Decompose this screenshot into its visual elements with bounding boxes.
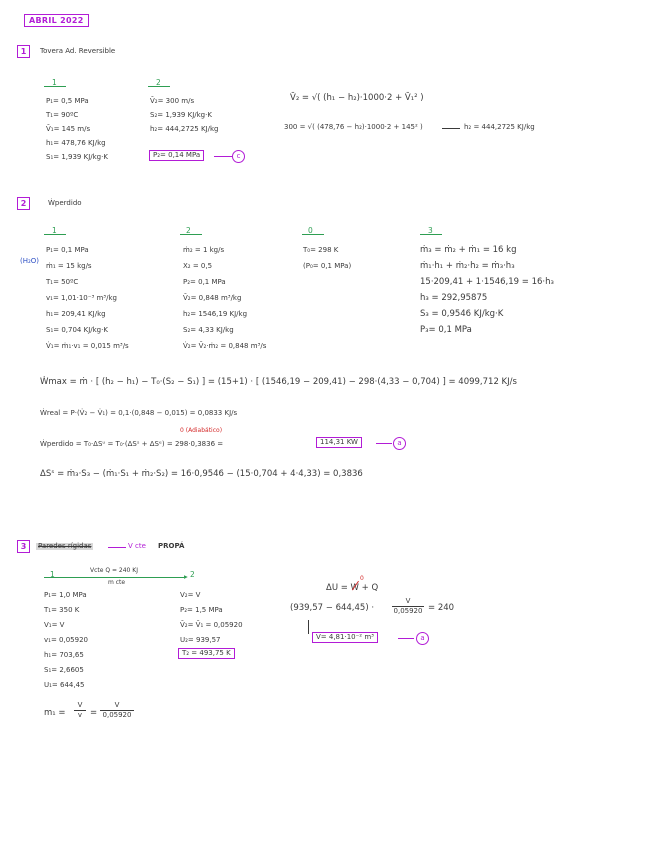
- p3-state2-line: V̄₂= V̄₁ = 0,05920: [180, 621, 243, 629]
- p2-state3-label: 3: [428, 226, 433, 235]
- p1-formula-velocity: V̄₂ = √( (h₁ − h₂)·1000·2 + V̄₁² ): [290, 93, 424, 103]
- p3-state1-label: 1: [50, 570, 55, 579]
- problem-1-title: Tovera Ad. Reversible: [40, 47, 116, 55]
- p3-mass-left: m₁ =: [44, 708, 66, 718]
- p3-energy-eq-right: = 240: [428, 603, 455, 613]
- p2-state3-line: ṁ₃ = ṁ₂ + ṁ₁ = 16 kg: [420, 245, 517, 255]
- p2-state3-block: [420, 242, 554, 338]
- p3-energy-equation-note: 0: [360, 575, 364, 582]
- p1-state1-line: P₁= 0,5 MPa: [46, 97, 89, 105]
- p2-state1-block: [46, 242, 129, 354]
- p2-state1-line: v₁= 1,01·10⁻³ m³/kg: [46, 294, 117, 302]
- p2-state0-block: [303, 242, 351, 274]
- p3-mass-fraction-1-den: v: [77, 711, 83, 719]
- p3-state1-line: V₁= V: [44, 621, 65, 629]
- p2-wreal-equation: Ẇreal = P·(V̇₂ − V̇₁) = 0,1·(0,848 − 0,015) = 0,0833 KJ/s: [40, 409, 238, 417]
- p2-state2-line: V̇₂= V̄₂·ṁ₂ = 0,848 m³/s: [183, 342, 267, 350]
- p3-energy-fraction-den: 0,05920: [393, 607, 423, 615]
- p3-energy-fraction-num: V: [405, 597, 411, 605]
- p3-mass-fraction-2-num: V: [114, 701, 120, 709]
- p2-state1-line: h₁= 209,41 KJ/kg: [46, 310, 106, 318]
- p2-wperdido-equation: Ẇperdido = T₀·ΔSᵘ = T₀·(ΔSˢ + ΔSᵉ) = 298·0,3836 =: [40, 440, 224, 448]
- p2-adiabatic-note: 0 (Adiabático): [180, 427, 223, 434]
- p2-state2-line: ṁ₂ = 1 kg/s: [183, 246, 225, 254]
- p3-process-arrow: [44, 577, 184, 578]
- p2-state3-line: S₃ = 0,9546 KJ/kg·K: [420, 309, 504, 319]
- p1-formula-substituted: 300 = √( (478,76 − h₂)·1000·2 + 145² ): [284, 123, 423, 131]
- p3-state1-line: U₁= 644,45: [44, 681, 85, 689]
- p2-state1-line: S₁= 0,704 KJ/kg·K: [46, 326, 108, 334]
- p3-state1-line: S₁= 2,6605: [44, 666, 84, 674]
- p2-state2-underline: [180, 234, 202, 235]
- p1-state2-line: h₂= 444,2725 KJ/kg: [150, 125, 219, 133]
- p1-result-arrow: [214, 156, 232, 157]
- p3-mass-fraction-2-den: 0,05920: [102, 711, 132, 719]
- p3-state2-line: V₂= V: [180, 591, 201, 599]
- p2-state3-line: ṁ₁·h₁ + ṁ₂·h₂ = ṁ₃·h₃: [420, 261, 515, 271]
- p3-title-arrow-label: V cte: [128, 542, 146, 550]
- p1-state1-underline: [44, 86, 66, 87]
- problem-3-number: 3: [17, 540, 30, 553]
- p3-mass-equals: =: [90, 708, 98, 718]
- p2-state3-line: P₃= 0,1 MPa: [420, 325, 472, 335]
- p1-state2-line: S₂= 1,939 KJ/kg·K: [150, 111, 212, 119]
- p3-energy-equation: ΔU = W + Q: [326, 583, 379, 593]
- p3-volume-result: V= 4,81·10⁻² m³: [312, 632, 378, 643]
- p3-process-arrow-head: ▸: [184, 572, 188, 581]
- p2-state1-line: T₁= 50ºC: [46, 278, 79, 286]
- p2-wperdido-result: 114,31 KW: [316, 437, 362, 448]
- p2-state1-line: V̇₁= ṁ₁·v₁ = 0,015 m³/s: [46, 342, 129, 350]
- p1-state1-line: S₁= 1,939 KJ/kg·K: [46, 153, 108, 161]
- p2-state2-block: [183, 242, 266, 354]
- p2-state2-line: h₂= 1546,19 KJ/kg: [183, 310, 248, 318]
- p3-energy-eq-left: (939,57 − 644,45) ·: [290, 603, 375, 613]
- problem-3-title: Paredes rígidas: [38, 542, 92, 550]
- p2-state2-line: P₂= 0,1 MPa: [183, 278, 226, 286]
- p1-state1-line: V̄₁= 145 m/s: [46, 125, 91, 133]
- p3-state2-line: P₂= 1,5 MPa: [180, 606, 223, 614]
- p3-down-arrow: [308, 620, 309, 634]
- p1-state1-label: 1: [52, 78, 57, 87]
- p3-state1-line: h₁= 703,65: [44, 651, 84, 659]
- p1-formula-result: h₂ = 444,2725 KJ/kg: [464, 123, 535, 131]
- p3-result-tag: a: [416, 632, 429, 645]
- p3-process-bottom-label: m cte: [108, 579, 126, 586]
- p2-state3-line: h₃ = 292,95875: [420, 293, 488, 303]
- p1-state2-underline: [148, 86, 170, 87]
- p3-state2-line: U₂= 939,57: [180, 636, 221, 644]
- p2-state1-label: 1: [52, 226, 57, 235]
- p2-result-tag: a: [393, 437, 406, 450]
- p3-state1-block: [44, 588, 88, 693]
- p1-state2-label: 2: [156, 78, 161, 87]
- p2-state3-underline: [420, 234, 442, 235]
- p3-mass-fraction-1-num: V: [77, 701, 83, 709]
- p2-entropy-equation: ΔSˢ = ṁ₃·S₃ − (ṁ₁·S₁ + ṁ₂·S₂) = 16·0,9546 − (15·0,704 + 4·4,33) = 0,3836: [40, 469, 363, 479]
- p1-state1-line: h₁= 478,76 KJ/kg: [46, 139, 106, 147]
- p1-formula-arrow: [442, 128, 460, 129]
- p3-mass-fraction-2: [100, 702, 134, 719]
- p3-state1-line: T₁= 350 K: [44, 606, 80, 614]
- p3-result-arrow: [398, 638, 414, 639]
- p2-state2-line: V̄₂= 0,848 m³/kg: [183, 294, 242, 302]
- p2-state2-line: X₂ = 0,5: [183, 262, 213, 270]
- p3-title-arrow: [108, 547, 126, 548]
- problem-2-title: Ẇperdido: [48, 199, 82, 207]
- p3-state1-line: v₁= 0,05920: [44, 636, 88, 644]
- p2-state2-line: S₂= 4,33 KJ/kg: [183, 326, 234, 334]
- p2-state0-line: T₀= 298 K: [303, 246, 339, 254]
- p2-state0-underline: [302, 234, 324, 235]
- p3-temperature-result: T₂ = 493,75 K: [178, 648, 235, 659]
- p2-state0-line: (P₀= 0,1 MPa): [303, 262, 352, 270]
- p3-state1-line: P₁= 1,0 MPa: [44, 591, 87, 599]
- p3-process-top-label: Vcte Q = 240 KJ: [90, 567, 138, 574]
- p2-wmax-equation: Ẇmax = ṁ · [ (h₂ − h₁) − T₀·(S₂ − S₁) ] = (15+1) · [ (1546,19 − 209,41) − 298·(4,33 − 0,704) ] = 4099,712 KJ/s: [40, 377, 517, 387]
- p2-state3-line: 15·209,41 + 1·1546,19 = 16·h₃: [420, 277, 554, 287]
- p3-title-extra: PROPÁ: [158, 542, 185, 550]
- problem-1-number: 1: [17, 45, 30, 58]
- p2-water-annotation: (H₂O): [20, 257, 40, 265]
- problem-2-number: 2: [17, 197, 30, 210]
- p2-state1-line: P₁= 0,1 MPa: [46, 246, 89, 254]
- p2-state0-label: 0: [308, 226, 313, 235]
- p1-state1-line: T₁= 90ºC: [46, 111, 79, 119]
- p3-state2-block: [180, 588, 243, 648]
- p3-energy-fraction: [392, 598, 424, 615]
- p1-state2-block: [150, 94, 218, 136]
- exam-title: ABRIL 2022: [24, 14, 89, 27]
- p2-result-arrow: [376, 443, 392, 444]
- p3-state2-label: 2: [190, 570, 195, 579]
- p3-mass-fraction-1: [74, 702, 86, 719]
- p1-result-tag: c: [232, 150, 245, 163]
- p2-state1-line: ṁ₁ = 15 kg/s: [46, 262, 92, 270]
- p2-state2-label: 2: [186, 226, 191, 235]
- p1-pressure-result: P₂= 0,14 MPa: [149, 150, 204, 161]
- p1-state2-line: V̄₂= 300 m/s: [150, 97, 195, 105]
- p2-state1-underline: [44, 234, 66, 235]
- p1-state1-block: [46, 94, 108, 164]
